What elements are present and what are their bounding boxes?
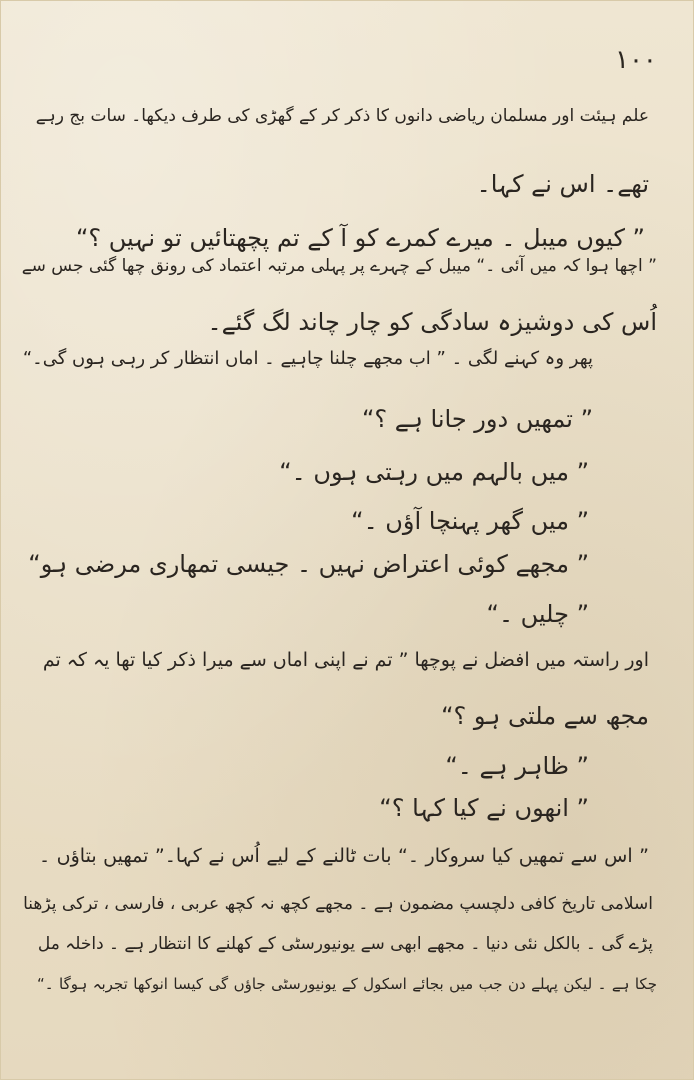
page-number: ١٠٠ [615, 45, 657, 75]
text-line-15: ” انھوں نے کیا کہا ؟“ [379, 794, 589, 822]
text-line-2: تھے۔ اس نے کہا۔ [476, 170, 649, 198]
text-line-19: چکا ہے ۔ لیکن پہلے دن جب میں بجائے اسکول کے یونیورسٹی جاؤں گی کیسا انوکھا تجربہ ہوگا ۔“ [37, 975, 657, 993]
text-line-8: ” میں بالہم میں رہتی ہوں ۔“ [279, 458, 589, 486]
text-line-4: ” اچھا ہوا کہ میں آئی ۔“ میبل کے چہرے پر پہلی مرتبہ اعتماد کی رونق چھا گئی جس سے [21, 256, 657, 276]
text-line-14: ” ظاہر ہے ۔“ [445, 752, 589, 780]
text-line-17: اسلامی تاریخ کافی دلچسپ مضمون ہے ۔ مجھے کچھ نہ کچھ عربی ، فارسی ، ترکی پڑھنا [23, 894, 653, 914]
text-line-5: اُس کی دوشیزہ سادگی کو چار چاند لگ گئے۔ [207, 308, 657, 336]
text-line-9: ” میں گھر پہنچا آؤں ۔“ [351, 507, 589, 535]
text-line-12: اور راستہ میں افضل نے پوچھا ” تم نے اپنی اماں سے میرا ذکر کیا تھا یہ کہ تم [42, 649, 649, 671]
text-line-13: مجھ سے ملتی ہو ؟“ [441, 702, 649, 730]
text-line-18: پڑے گی ۔ بالکل نئی دنیا ۔ مجھے ابھی سے یونیورسٹی کے کھلنے کا انتظار ہے ۔ داخلہ مل [37, 934, 653, 954]
text-line-3: ” کیوں میبل ۔ میرے کمرے کو آ کے تم پچھتائیں تو نہیں ؟“ [75, 224, 645, 252]
text-line-7: ” تمھیں دور جانا ہے ؟“ [361, 405, 593, 433]
text-line-6: پھر وہ کہنے لگی ۔ ” اب مجھے چلنا چاہیے ۔ اماں انتظار کر رہی ہوں گی۔“ [22, 348, 593, 369]
text-line-10: ” مجھے کوئی اعتراض نہیں ۔ جیسی تمھاری مرضی ہو“ [28, 550, 589, 578]
text-line-16: ” اس سے تمھیں کیا سروکار ۔“ بات ٹالنے کے لیے اُس نے کہا۔” تمھیں بتاؤں ۔ [39, 845, 649, 867]
text-line-11: ” چلیں ۔“ [486, 600, 589, 628]
text-line-1: علم ہیئت اور مسلمان ریاضی دانوں کا ذکر کر کے گھڑی کی طرف دیکھا۔ سات بج رہے [35, 106, 649, 126]
